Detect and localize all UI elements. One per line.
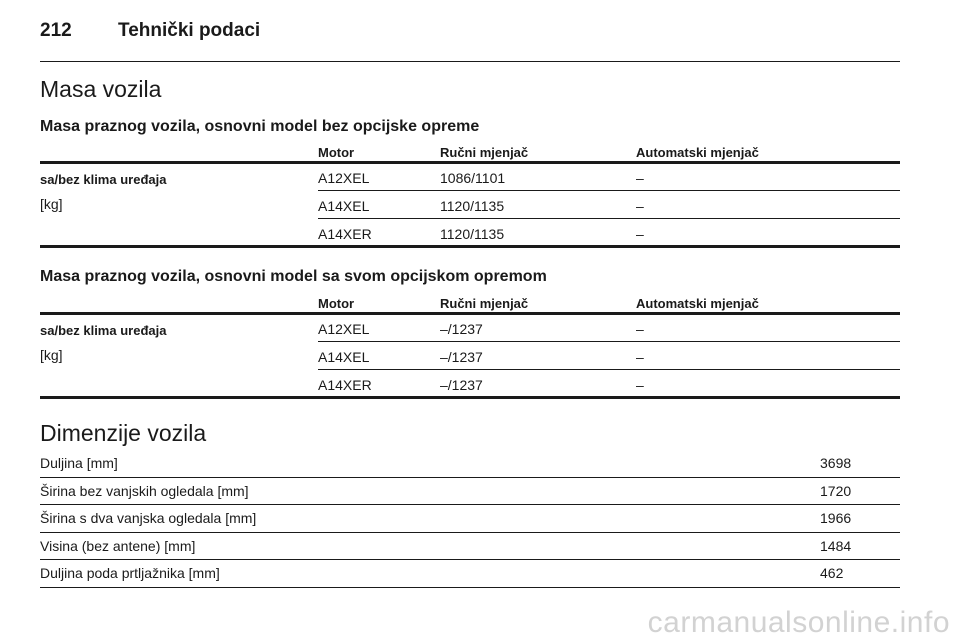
- cell-motor: A14XER: [318, 226, 372, 242]
- column-header-manual: Ručni mjenjač: [440, 145, 529, 160]
- dimension-value: 1966: [820, 510, 852, 526]
- column-header-automatic: Automatski mjenjač: [636, 296, 759, 311]
- cell-motor: A14XEL: [318, 349, 370, 365]
- dimensions-table: [40, 450, 900, 588]
- table-row: [40, 505, 900, 533]
- table-row: [40, 478, 900, 506]
- cell-automatic: –: [636, 170, 644, 186]
- column-header-automatic: Automatski mjenjač: [636, 145, 759, 160]
- mass-table-full: [40, 292, 900, 399]
- table-row: [318, 164, 900, 191]
- column-header-motor: Motor: [318, 145, 355, 160]
- page-header: [40, 18, 900, 62]
- table-body: [40, 315, 900, 399]
- section-title-mass: Masa vozila: [40, 76, 162, 102]
- cell-manual: –/1237: [440, 321, 483, 337]
- page-title: Tehnički podaci: [118, 20, 261, 41]
- section-title-dimensions: Dimenzije vozila: [40, 420, 207, 446]
- row-unit: [kg]: [40, 347, 63, 363]
- cell-automatic: –: [636, 226, 644, 242]
- row-label: sa/bez klima uređaja: [40, 323, 167, 338]
- table-title-full: Masa praznog vozila, osnovni model sa svom opcijskom opremom: [40, 268, 547, 285]
- cell-manual: 1120/1135: [440, 198, 505, 214]
- table-header: [40, 141, 900, 164]
- table-row: [318, 315, 900, 342]
- table-row: [318, 220, 900, 247]
- mass-table-base: [40, 141, 900, 248]
- cell-manual: 1120/1135: [440, 226, 505, 242]
- table-body: [40, 164, 900, 248]
- table-row: [318, 192, 900, 219]
- table-row: [40, 560, 900, 588]
- cell-automatic: –: [636, 349, 644, 365]
- dimension-value: 462: [820, 565, 844, 581]
- row-unit: [kg]: [40, 196, 63, 212]
- table-row: [318, 371, 900, 398]
- table-row: [40, 533, 900, 561]
- table-header: [40, 292, 900, 315]
- cell-automatic: –: [636, 321, 644, 337]
- cell-automatic: –: [636, 198, 644, 214]
- cell-motor: A14XER: [318, 377, 372, 393]
- page-number: 212: [40, 20, 72, 41]
- column-header-manual: Ručni mjenjač: [440, 296, 529, 311]
- table-row: [318, 343, 900, 370]
- row-label: sa/bez klima uređaja: [40, 172, 167, 187]
- cell-motor: A12XEL: [318, 170, 370, 186]
- cell-automatic: –: [636, 377, 644, 393]
- dimension-value: 1720: [820, 482, 852, 499]
- column-header-motor: Motor: [318, 296, 355, 311]
- dimension-label: Visina (bez antene) [mm]: [40, 537, 196, 554]
- cell-manual: –/1237: [440, 349, 483, 365]
- table-title-base: Masa praznog vozila, osnovni model bez opcijske opreme: [40, 118, 480, 135]
- dimension-value: 1484: [820, 537, 852, 554]
- cell-manual: 1086/1101: [440, 170, 506, 186]
- dimension-label: Širina s dva vanjska ogledala [mm]: [40, 510, 257, 526]
- dimension-label: Duljina poda prtljažnika [mm]: [40, 565, 220, 581]
- table-row: [40, 450, 900, 478]
- cell-motor: A12XEL: [318, 321, 370, 337]
- dimension-label: Širina bez vanjskih ogledala [mm]: [40, 482, 249, 499]
- dimension-label: Duljina [mm]: [40, 455, 118, 471]
- watermark: carmanualsonline.info: [647, 606, 950, 639]
- dimension-value: 3698: [820, 455, 852, 471]
- cell-manual: –/1237: [440, 377, 483, 393]
- cell-motor: A14XEL: [318, 198, 370, 214]
